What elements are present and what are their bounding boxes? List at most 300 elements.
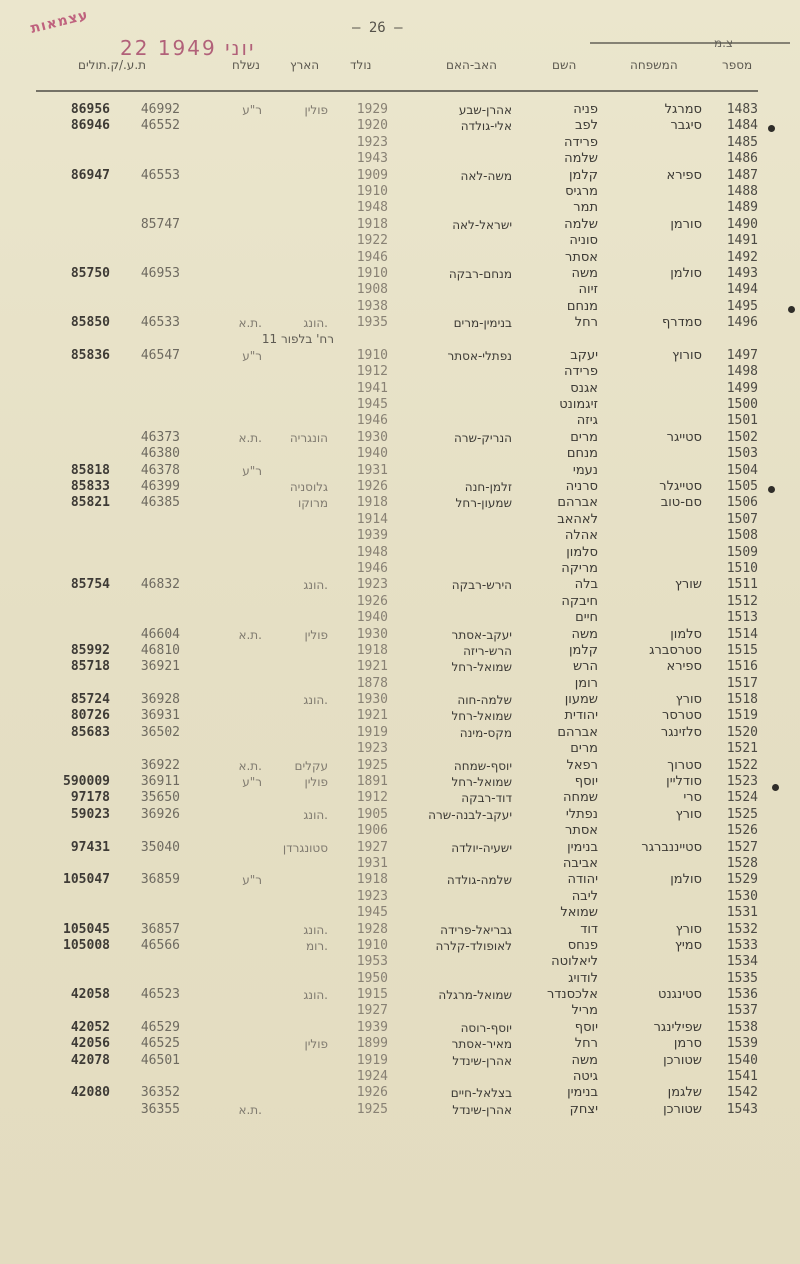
family-name: סורוץ (672, 347, 702, 363)
birth-year: 1930 (356, 692, 388, 708)
birth-year: 1945 (356, 905, 388, 921)
table-row (0, 430, 800, 446)
country: פולין (304, 103, 328, 117)
first-name: סרניה (565, 478, 598, 494)
family-name: סודליין (666, 774, 702, 790)
first-name: נפתלי (565, 806, 598, 822)
family-name: סורץ (675, 806, 702, 822)
te-number: 36931 (140, 708, 180, 724)
table-row (0, 331, 800, 347)
table-row (0, 413, 800, 429)
first-name: פרידה (564, 134, 598, 150)
row-number: 1538 (726, 1019, 758, 1035)
first-name: פניה (573, 102, 598, 117)
first-name: רפאל (566, 757, 598, 773)
row-number: 1485 (726, 134, 758, 150)
parents-names: אהרן-שבע (458, 103, 512, 117)
punch-hole-mark (788, 306, 795, 313)
table-row (0, 446, 800, 462)
sent-to: ר"ע (242, 103, 262, 117)
birth-year: 1941 (356, 380, 388, 396)
first-name: אסתר (564, 249, 598, 265)
sent-to: ר"ע (242, 463, 262, 478)
family-name: שפילינגר (653, 1019, 702, 1035)
birth-year: 1946 (356, 249, 388, 265)
row-number: 1488 (726, 183, 758, 199)
te-number: 46529 (140, 1019, 180, 1035)
id-number: 590009 (63, 774, 110, 790)
te-number: 36928 (140, 692, 180, 708)
header-family: המשפחה (630, 58, 678, 72)
header-destination: הארץ (290, 58, 320, 72)
row-number: 1515 (726, 642, 758, 658)
birth-year: 1939 (356, 528, 388, 544)
row-number: 1513 (726, 610, 758, 626)
row-number: 1543 (726, 1101, 758, 1117)
parents-names: לאופולד-קלרה (435, 938, 512, 953)
table-row (0, 479, 800, 495)
birth-year: 1940 (356, 446, 388, 462)
te-number: 36911 (140, 774, 180, 790)
table-row (0, 1036, 800, 1052)
id-number: 59023 (70, 806, 110, 822)
id-number: 105045 (63, 921, 110, 937)
first-name: דוד (580, 921, 598, 937)
date-stamp: 22 יוני 1949 (120, 36, 256, 60)
te-number: 46566 (140, 937, 180, 953)
family-name: סמיץ (674, 937, 702, 953)
birth-year: 1918 (356, 872, 388, 888)
birth-year: 1943 (356, 151, 388, 167)
te-number: 36922 (140, 757, 180, 773)
first-name: מרים (570, 741, 598, 757)
sent-to: ת.א. (238, 316, 262, 331)
table-row (0, 217, 800, 233)
te-number: 46810 (140, 642, 180, 658)
table-row (0, 692, 800, 708)
parents-names: שמואל-רחל (451, 709, 512, 724)
row-number: 1505 (726, 478, 758, 494)
birth-year: 1918 (356, 216, 388, 232)
id-number: 86946 (70, 118, 110, 134)
row-number: 1517 (726, 675, 758, 691)
first-name: משה (571, 1052, 598, 1068)
id-number: 85821 (70, 495, 110, 511)
table-row (0, 1020, 800, 1036)
parents-names: ישעיה-יולדה (451, 840, 512, 855)
id-number: 85683 (70, 724, 110, 740)
parents-names: בנימין-מרים (453, 316, 512, 331)
first-name: הרש (572, 659, 598, 675)
parents-names: יעקב-לבנה-שרה (428, 807, 512, 822)
birth-year: 1940 (356, 610, 388, 626)
table-row (0, 102, 800, 118)
sent-to: ת.א. (238, 430, 262, 445)
first-name: סוניה (569, 233, 598, 249)
te-number: 46992 (140, 102, 180, 117)
first-name: משה (571, 265, 598, 281)
family-name: סמדרף (661, 315, 702, 331)
family-name: ספירא (666, 167, 702, 183)
sent-to: ת.א. (238, 1102, 262, 1117)
first-name: חיבקה (561, 593, 598, 609)
first-name: ליאלוטה (551, 954, 598, 970)
country: הונג. (303, 693, 328, 708)
first-name: קלמן (569, 642, 598, 658)
birth-year: 1919 (356, 1052, 388, 1068)
birth-year: 1945 (356, 397, 388, 413)
te-number: 35650 (140, 790, 180, 806)
row-number: 1486 (726, 151, 758, 167)
parents-names: שלמה-גולדה (446, 873, 512, 888)
row-number: 1514 (726, 626, 758, 642)
id-number: 85836 (70, 347, 110, 363)
row-number: 1542 (726, 1085, 758, 1101)
register-table (0, 102, 800, 1118)
te-number: 36859 (140, 872, 180, 888)
id-number: 85754 (70, 577, 110, 593)
table-row (0, 954, 800, 970)
row-number: 1509 (726, 544, 758, 560)
family-name: סרמן (673, 1036, 702, 1052)
first-name: אסתר (564, 823, 598, 839)
table-row (0, 168, 800, 184)
birth-year: 1948 (356, 200, 388, 216)
first-name: זיגמונט (559, 397, 598, 413)
first-name: יהודית (564, 708, 598, 724)
birth-year: 1926 (356, 593, 388, 609)
birth-year: 1928 (356, 921, 388, 937)
row-number: 1523 (726, 774, 758, 790)
first-name: ליבה (571, 888, 598, 904)
family-name: סרי (683, 790, 702, 806)
table-row (0, 545, 800, 561)
table-row (0, 512, 800, 528)
birth-year: 1953 (356, 954, 388, 970)
id-number: 85992 (70, 642, 110, 658)
birth-year: 1910 (356, 937, 388, 953)
sent-to: ר"ע (242, 775, 262, 790)
te-number: 35040 (140, 839, 180, 855)
birth-year: 1910 (356, 265, 388, 281)
row-number: 1526 (726, 823, 758, 839)
row-number: 1525 (726, 806, 758, 822)
row-number: 1511 (726, 577, 758, 593)
birth-year: 1926 (356, 1085, 388, 1101)
table-row (0, 971, 800, 987)
id-number: 86956 (70, 102, 110, 117)
first-name: נעמי (572, 462, 598, 478)
row-number: 1535 (726, 970, 758, 986)
table-row (0, 151, 800, 167)
first-name: שמעון (564, 692, 598, 708)
first-name: משה (571, 626, 598, 642)
row-number: 1494 (726, 282, 758, 298)
table-row (0, 610, 800, 626)
table-row (0, 577, 800, 593)
birth-year: 1915 (356, 987, 388, 1003)
first-name: קלמן (569, 167, 598, 183)
row-number: 1537 (726, 1003, 758, 1019)
table-row (0, 528, 800, 544)
row-number: 1528 (726, 855, 758, 871)
te-number: 36502 (140, 724, 180, 740)
row-number: 1503 (726, 446, 758, 462)
table-row (0, 790, 800, 806)
birth-year: 1923 (356, 577, 388, 593)
id-number: 85833 (70, 478, 110, 494)
id-number: 42078 (70, 1052, 110, 1068)
country: הונג. (303, 922, 328, 937)
parents-names: מאיר-אסתר (451, 1037, 512, 1052)
first-name: בנימין (567, 839, 598, 855)
parents-names: שלמה-חוה (457, 693, 512, 708)
table-row (0, 758, 800, 774)
first-name: רחל (574, 1036, 598, 1052)
family-name: שלגמן (667, 1085, 702, 1101)
birth-year: 1926 (356, 478, 388, 494)
family-name: סיגבר (670, 118, 702, 134)
row-number: 1519 (726, 708, 758, 724)
birth-year: 1878 (356, 675, 388, 691)
birth-year: 1930 (356, 429, 388, 445)
punch-hole-mark (768, 486, 775, 493)
country: הונג. (303, 578, 328, 593)
row-number: 1541 (726, 1069, 758, 1085)
first-name: יהודה (567, 872, 598, 888)
family-name: סולמן (670, 265, 702, 281)
table-row (0, 348, 800, 364)
family-name: סטייננברגר (641, 839, 702, 855)
first-name: אברהם (557, 495, 598, 511)
parents-names: הנריק-שרה (453, 430, 512, 445)
country: עקלים (294, 758, 328, 773)
parents-names: ישראל-לאה (452, 217, 512, 232)
family-name: סם-טוב (660, 495, 702, 511)
first-name: זיוה (578, 282, 598, 298)
parents-names: יעקב-אסתר (451, 627, 512, 642)
birth-year: 1912 (356, 790, 388, 806)
family-name: סורץ (675, 921, 702, 937)
row-number: 1489 (726, 200, 758, 216)
table-row (0, 364, 800, 380)
header-no: מספר (722, 58, 753, 72)
table-row (0, 1102, 800, 1118)
birth-year: 1929 (356, 102, 388, 117)
parents-names: מקס-מינה (459, 725, 512, 740)
id-number: 85718 (70, 659, 110, 675)
first-name: בנימין (567, 1085, 598, 1101)
te-number: 46523 (140, 987, 180, 1003)
birth-year: 1927 (356, 1003, 388, 1019)
parents-names: אהרן-שינדל (452, 1053, 512, 1068)
sent-to: ת.א. (238, 758, 262, 773)
table-row (0, 233, 800, 249)
te-number: 46501 (140, 1052, 180, 1068)
table-row (0, 495, 800, 511)
table-row (0, 463, 800, 479)
country: פולין (304, 627, 328, 642)
country: מרוקו (298, 496, 328, 511)
parents-names: דוד-רבקה (461, 791, 512, 806)
te-number: 46378 (140, 462, 180, 478)
te-number: 46533 (140, 315, 180, 331)
family-name: סלזינגר (660, 724, 702, 740)
table-row (0, 1069, 800, 1085)
sent-to: ר"ע (242, 873, 262, 888)
punch-hole-mark (772, 784, 779, 791)
family-name: סטינגנט (658, 987, 702, 1003)
id-number: 42080 (70, 1085, 110, 1101)
table-row (0, 987, 800, 1003)
first-name: אביבה (562, 855, 598, 871)
te-number: 46604 (140, 626, 180, 642)
parents-names: שמעון-רחל (455, 496, 512, 511)
birth-year: 1931 (356, 462, 388, 478)
table-row (0, 922, 800, 938)
row-number: 1495 (726, 298, 758, 314)
first-name: יוסף (574, 1019, 598, 1035)
first-name: אברהם (557, 724, 598, 740)
table-row (0, 741, 800, 757)
te-number: 36926 (140, 806, 180, 822)
parents-names: בצלאל-חיים (450, 1086, 512, 1101)
table-row (0, 905, 800, 921)
table-row (0, 856, 800, 872)
te-number: 46832 (140, 577, 180, 593)
first-name: שלמה (564, 216, 598, 232)
birth-year: 1905 (356, 806, 388, 822)
te-number: 46953 (140, 265, 180, 281)
table-row (0, 872, 800, 888)
table-row (0, 725, 800, 741)
table-row (0, 659, 800, 675)
id-number: 42052 (70, 1019, 110, 1035)
table-row (0, 676, 800, 692)
id-number: 86947 (70, 167, 110, 183)
row-number: 1484 (726, 118, 758, 134)
parents-names: שמואל-רחל (451, 660, 512, 675)
row-number: 1502 (726, 429, 758, 445)
family-name: שטורכן (663, 1101, 702, 1117)
address-note: רח' בלפור 11 (261, 332, 334, 347)
parents-names: נפתלי-אסתר (447, 348, 512, 363)
birth-year: 1908 (356, 282, 388, 298)
birth-year: 1919 (356, 724, 388, 740)
table-row (0, 840, 800, 856)
first-name: מריל (571, 1003, 598, 1019)
te-number: 36857 (140, 921, 180, 937)
first-name: מרים (570, 429, 598, 445)
birth-year: 1948 (356, 544, 388, 560)
table-row (0, 561, 800, 577)
row-number: 1529 (726, 872, 758, 888)
country: הונגריה (289, 430, 328, 445)
first-name: גיטה (572, 1069, 598, 1085)
row-number: 1518 (726, 692, 758, 708)
row-number: 1533 (726, 937, 758, 953)
row-number: 1501 (726, 413, 758, 429)
first-name: לפב (574, 118, 598, 134)
te-number: 46385 (140, 495, 180, 511)
sent-to: ת.א. (238, 627, 262, 642)
birth-year: 1939 (356, 1019, 388, 1035)
parents-names: אהרן-שינדל (452, 1102, 512, 1117)
parents-names: יוסף-רוסה (460, 1020, 512, 1035)
parents-names: הרש-ריזה (463, 643, 512, 658)
table-row (0, 643, 800, 659)
te-number: 36921 (140, 659, 180, 675)
row-number: 1524 (726, 790, 758, 806)
first-name: אלכסנדר (546, 987, 598, 1003)
first-name: מנחם (566, 298, 598, 314)
family-name: ספירא (666, 659, 702, 675)
table-row (0, 184, 800, 200)
table-row (0, 1085, 800, 1101)
first-name: יצחק (569, 1101, 598, 1117)
first-name: גיזה (576, 413, 598, 429)
birth-year: 1924 (356, 1069, 388, 1085)
table-row (0, 823, 800, 839)
id-number: 85850 (70, 315, 110, 331)
first-name: חיים (575, 610, 598, 626)
id-number: 42056 (70, 1036, 110, 1052)
table-row (0, 266, 800, 282)
row-number: 1532 (726, 921, 758, 937)
country: הונג. (303, 988, 328, 1003)
first-name: סלמון (566, 544, 598, 560)
birth-year: 1918 (356, 642, 388, 658)
first-name: רחל (574, 315, 598, 331)
first-name: שמואל (560, 905, 598, 921)
family-name: סולמן (670, 872, 702, 888)
birth-year: 1910 (356, 183, 388, 199)
row-number: 1504 (726, 462, 758, 478)
header-year: נולד (350, 58, 372, 72)
row-number: 1500 (726, 397, 758, 413)
birth-year: 1946 (356, 413, 388, 429)
row-number: 1534 (726, 954, 758, 970)
family-name: שורץ (674, 577, 702, 593)
table-row (0, 1053, 800, 1069)
top-rule (590, 42, 790, 44)
birth-year: 1920 (356, 118, 388, 134)
country: גלוסניה (289, 479, 328, 494)
birth-year: 1938 (356, 298, 388, 314)
te-number: 36355 (140, 1101, 180, 1117)
id-number: 97178 (70, 790, 110, 806)
punch-hole-mark (768, 125, 775, 132)
stamp: עצמאות (28, 7, 91, 37)
parents-names: זלמן-חנה (464, 479, 512, 494)
first-name: פנחס (567, 937, 598, 953)
country: סטונגרדן (282, 840, 328, 855)
table-row (0, 299, 800, 315)
header-rule (36, 90, 758, 92)
birth-year: 1921 (356, 659, 388, 675)
first-name: תמר (573, 200, 598, 216)
row-number: 1496 (726, 315, 758, 331)
parents-names: משה-לאה (460, 168, 512, 183)
parents-names: שמואל-רחל (451, 775, 512, 790)
birth-year: 1923 (356, 741, 388, 757)
first-name: לודויג (568, 970, 598, 986)
row-number: 1536 (726, 987, 758, 1003)
birth-year: 1918 (356, 495, 388, 511)
row-number: 1520 (726, 724, 758, 740)
parents-names: יוסף-שמחה (453, 758, 512, 773)
row-number: 1530 (726, 888, 758, 904)
